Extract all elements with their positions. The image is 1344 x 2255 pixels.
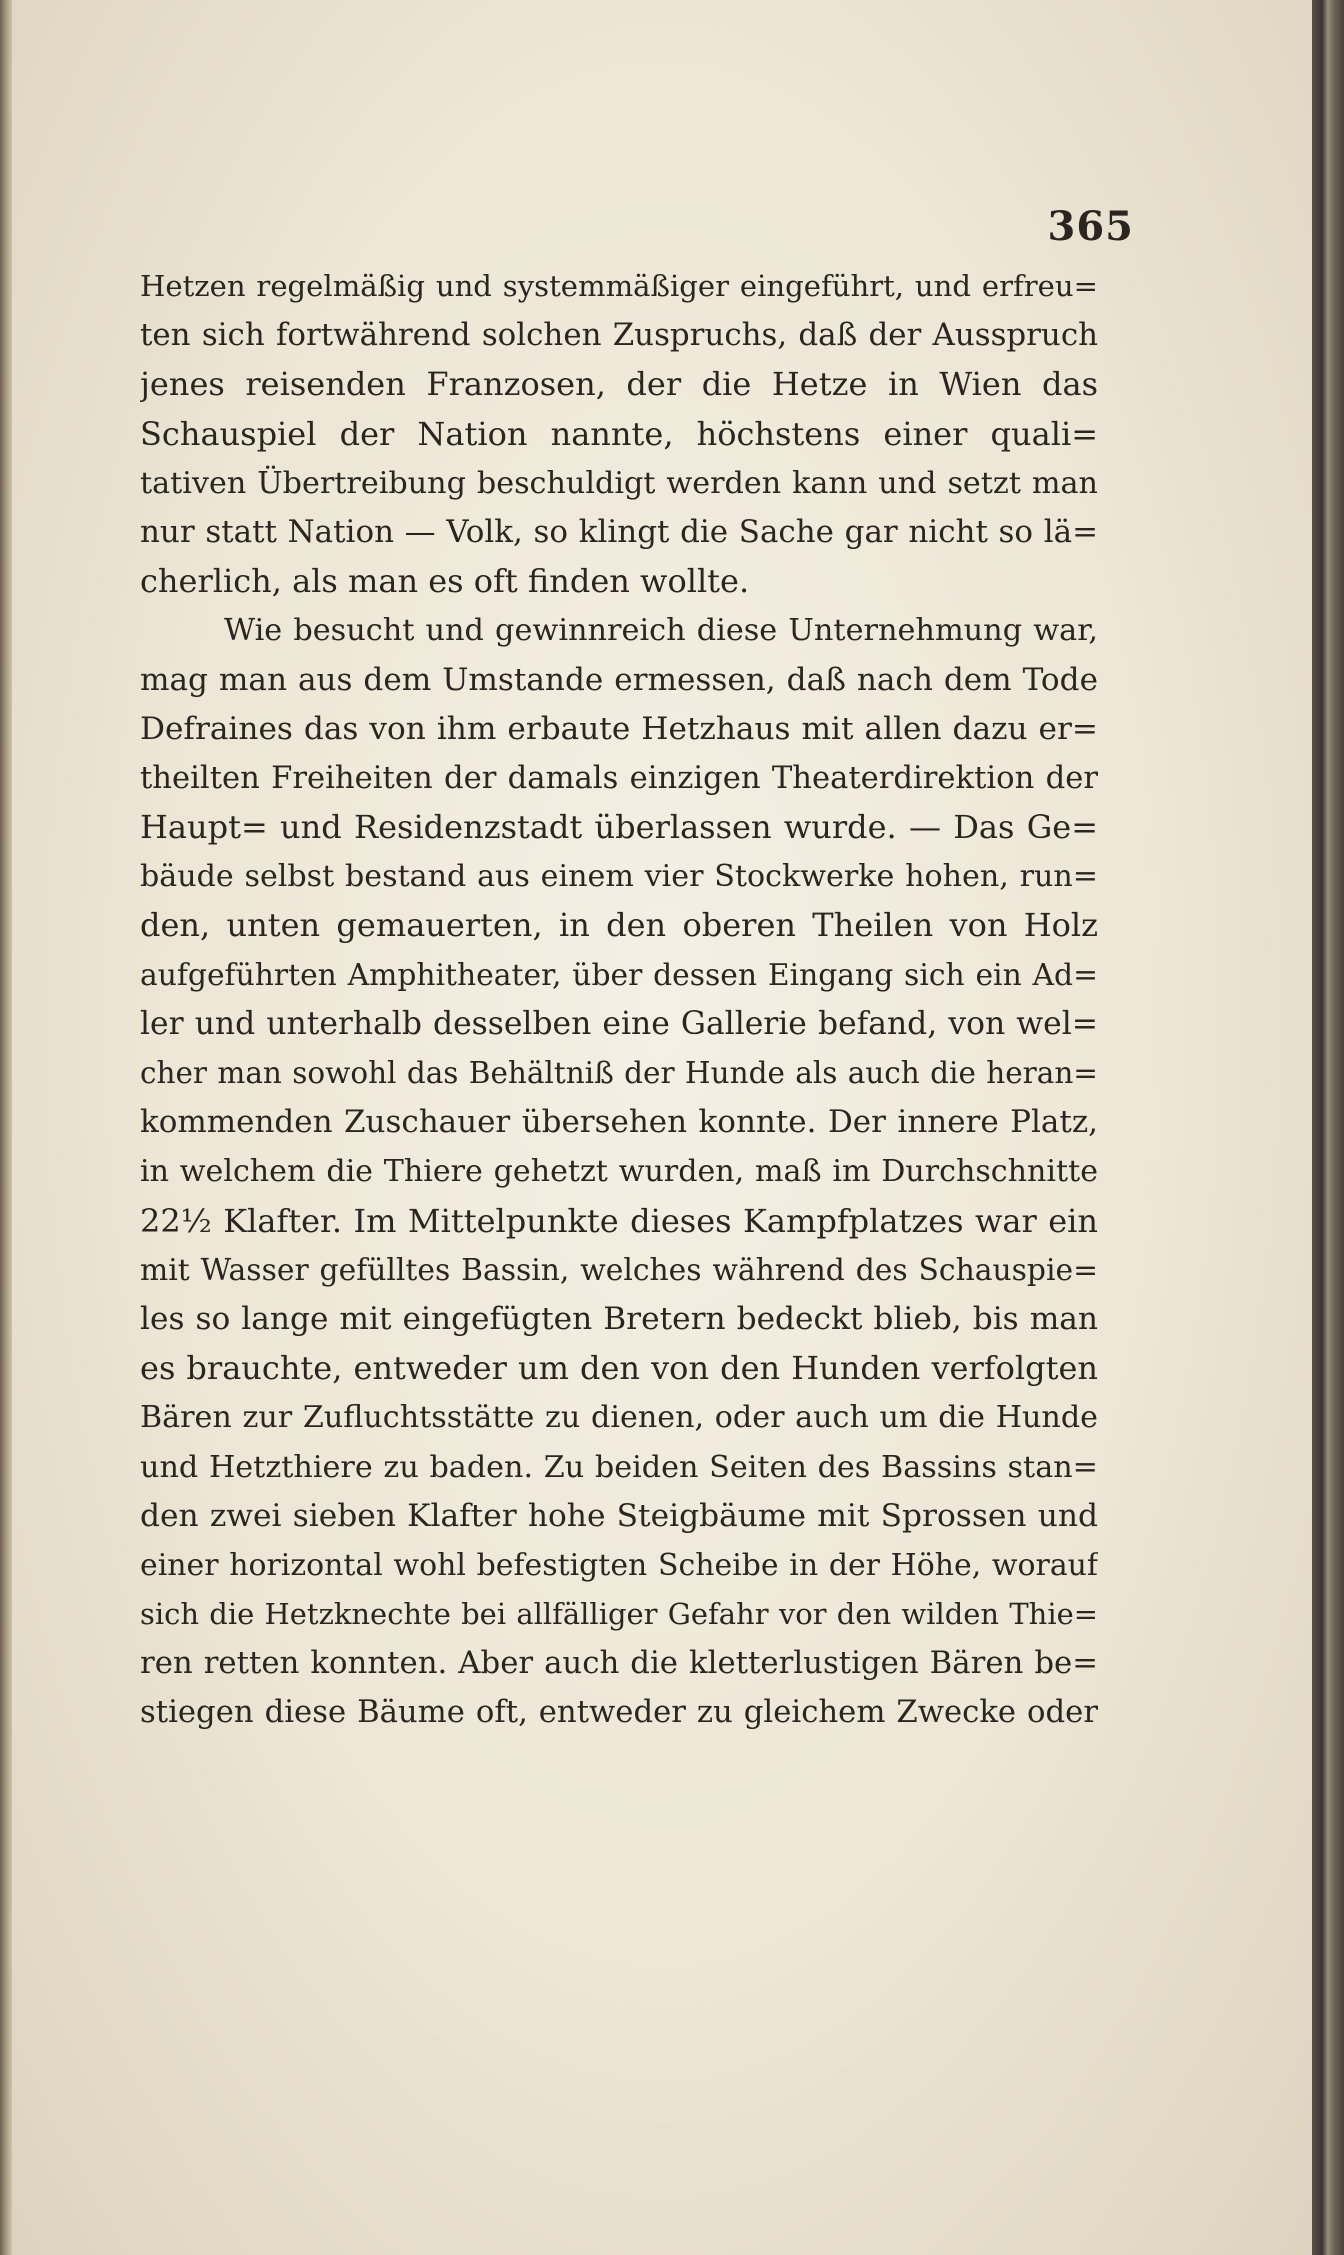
text-line: Wie besucht und gewinnreich diese Unternehmung war, [224,613,1098,649]
text-line: in welchem die Thiere gehetzt wurden, maß im Durchschnitte [140,1154,1098,1190]
text-line: theilten Freiheiten der damals einzigen Theaterdirektion der [140,760,1098,796]
text-line: mag man aus dem Umstande ermessen, daß nach dem Tode [140,661,1098,698]
text-line: einer horizontal wohl befestigten Scheibe in der Höhe, worauf [140,1547,1098,1583]
page-number: 365 [1047,203,1134,250]
text-line: Hetzen regelmäßig und systemmäßiger eingeführt, und erfreu= [140,269,1098,303]
text-line: es brauchte, entweder um den von den Hunden verfolgten [140,1349,1098,1388]
text-line: jenes reisenden Franzosen, der die Hetze in Wien das [140,365,1098,404]
text-line: den zwei sieben Klafter hohe Steigbäume mit Sprossen und [140,1497,1098,1534]
text-line: stiegen diese Bäume oft, entweder zu gleichem Zwecke oder [140,1695,1098,1731]
text-line: sich die Hetzknechte bei allfälliger Gefahr vor den wilden Thie= [140,1597,1098,1632]
text-line: nur statt Nation — Volk, so klingt die Sache gar nicht so lä= [140,513,1098,550]
text-line: den, unten gemauerten, in den oberen Theilen von Holz [140,906,1098,945]
text-line: Schauspiel der Nation nannte, höchstens einer quali= [140,414,1098,453]
text-line: mit Wasser gefülltes Bassin, welches während des Schauspie= [140,1252,1098,1288]
text-line: tativen Übertreibung beschuldigt werden kann und setzt man [140,465,1098,501]
text-line: ten sich fortwährend solchen Zuspruchs, daß der Ausspruch [140,317,1098,354]
text-line: cherlich, als man es oft finden wollte. [140,562,750,601]
text-line: Bären zur Zufluchtsstätte zu dienen, oder auch um die Hunde [140,1400,1098,1436]
text-line: ler und unterhalb desselben eine Gallerie befand, von wel= [140,1005,1098,1042]
text-line: aufgeführten Amphitheater, über dessen Eingang sich ein Ad= [140,957,1098,993]
body-text [140,262,1098,1738]
text-line: und Hetzthiere zu baden. Zu beiden Seiten des Bassins stan= [140,1449,1098,1485]
text-line: Defraines das von ihm erbaute Hetzhaus mit allen dazu er= [140,710,1098,747]
text-line: 22½ Klafter. Im Mittelpunkte dieses Kampfplatzes war ein [140,1201,1098,1240]
text-line: ren retten konnten. Aber auch die kletterlustigen Bären be= [140,1645,1098,1682]
text-line: bäude selbst bestand aus einem vier Stockwerke hohen, run= [140,859,1098,895]
text-line: Haupt= und Residenzstadt überlassen wurde. — Das Ge= [140,808,1098,847]
text-line: cher man sowohl das Behältniß der Hunde als auch die heran= [140,1056,1098,1090]
book-page [12,0,1312,2255]
text-line: les so lange mit eingefügten Bretern bedeckt blieb, bis man [140,1300,1098,1337]
text-line: kommenden Zuschauer übersehen konnte. Der innere Platz, [140,1104,1098,1141]
page-edge [1312,0,1344,2255]
